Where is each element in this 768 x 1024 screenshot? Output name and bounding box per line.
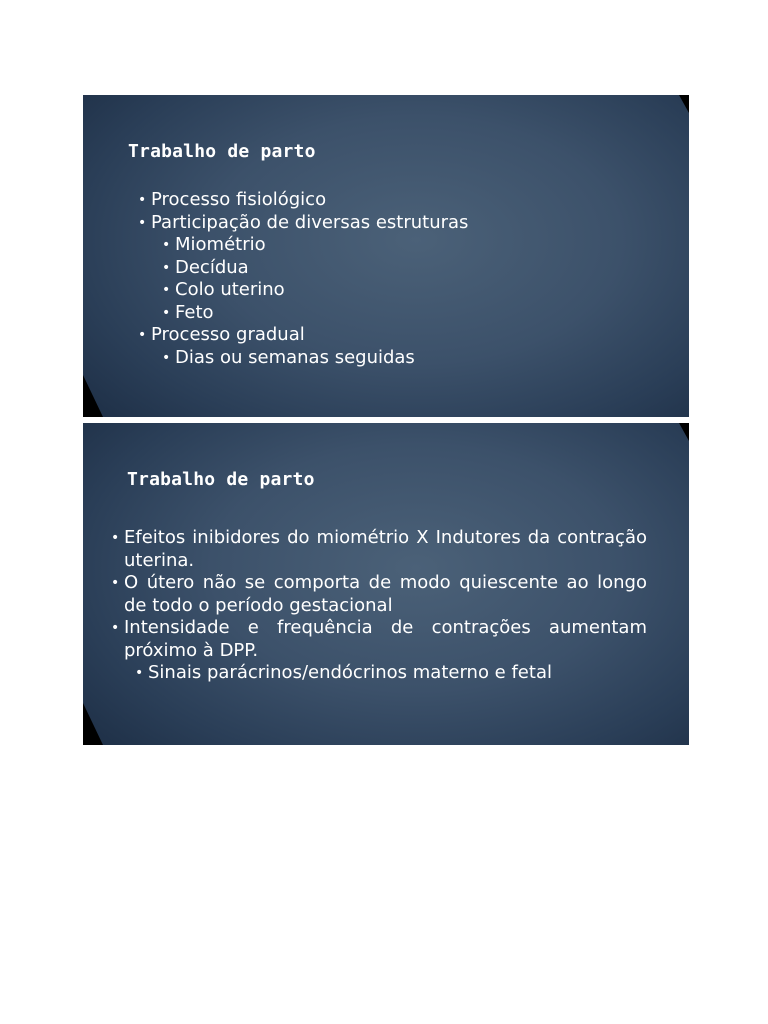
slide-corner-decoration	[679, 423, 689, 441]
bullet-item: • O útero não se comporta de modo quiescente ao longo de todo o período gestacional	[124, 572, 647, 617]
slide-2	[83, 423, 689, 745]
sub-bullet-item: • Sinais parácrinos/endócrinos materno e fetal	[124, 662, 647, 685]
bullet-item: • Efeitos inibidores do miométrio X Indutores da contração uterina.	[124, 527, 647, 572]
bullet-list	[124, 527, 647, 685]
sub-bullet-item: • Colo uterino	[151, 279, 671, 302]
slide-corner-decoration	[83, 375, 103, 417]
slide-corner-decoration	[679, 95, 689, 113]
bullet-item: • Processo gradual	[151, 324, 671, 347]
bullet-item: • Processo fisiológico	[151, 189, 671, 212]
slide-title: Trabalho de parto	[127, 469, 315, 490]
slide-corner-decoration	[83, 703, 103, 745]
sub-bullet-item: • Feto	[151, 302, 671, 325]
sub-bullet-item: • Miométrio	[151, 234, 671, 257]
bullet-list	[151, 189, 671, 369]
sub-bullet-item: • Dias ou semanas seguidas	[151, 347, 671, 370]
bullet-item: • Intensidade e frequência de contrações aumentam próximo à DPP.	[124, 617, 647, 662]
slide-1	[83, 95, 689, 417]
slide-title: Trabalho de parto	[128, 141, 316, 162]
bullet-item: • Participação de diversas estruturas	[151, 212, 671, 235]
sub-bullet-item: • Decídua	[151, 257, 671, 280]
